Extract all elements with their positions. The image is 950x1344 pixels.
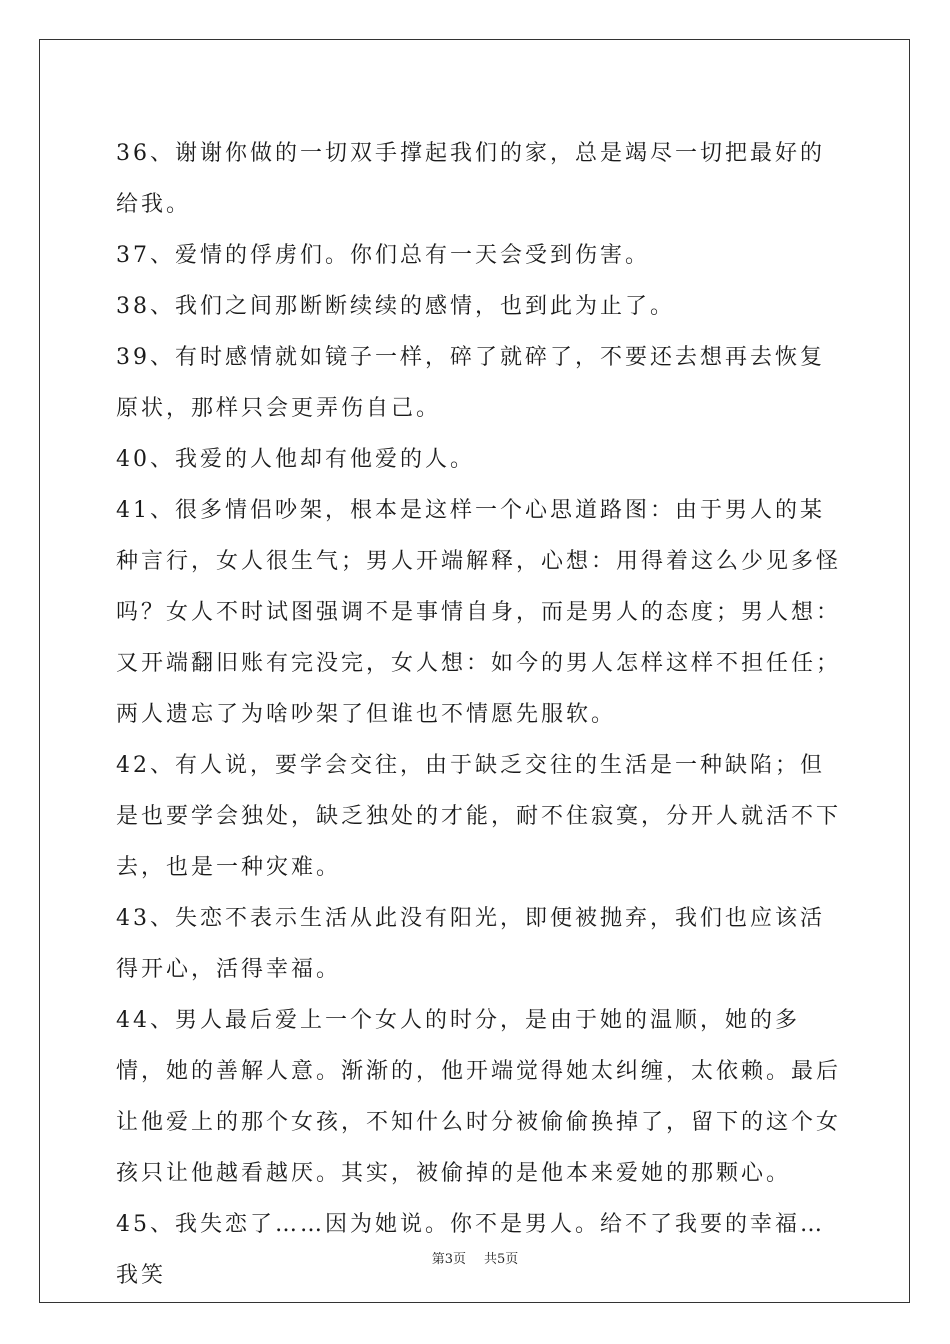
page-footer bbox=[0, 1248, 950, 1267]
paragraph-44: 44、男人最后爱上一个女人的时分，是由于她的温顺，她的多情，她的善解人意。渐渐的，他开端觉得她太纠缠，太依赖。最后让他爱上的那个女孩，不知什么时分被偷偷换掉了，留下的这个女孩只让他越看越厌。其实，被偷掉的是他本来爱她的那颗心。 bbox=[116, 1008, 842, 1186]
paragraph-37: 37、爱情的俘虏们。你们总有一天会受到伤害。 bbox=[116, 243, 650, 268]
paragraph-43: 43、失恋不表示生活从此没有阳光，即便被抛弃，我们也应该活得开心，活得幸福。 bbox=[116, 906, 825, 982]
paragraph-41: 41、很多情侣吵架，根本是这样一个心思道路图：由于男人的某种言行，女人很生气；男人开端解释，心想：用得着这么少见多怪吗？女人不时试图强调不是事情自身，而是男人的态度；男人想：又开端翻旧账有完没完，女人想：如今的男人怎样这样不担任任；两人遗忘了为啥吵架了但谁也不情愿先服软。 bbox=[116, 498, 842, 727]
paragraph-39: 39、有时感情就如镜子一样，碎了就碎了，不要还去想再去恢复原状，那样只会更弄伤自己。 bbox=[116, 345, 825, 421]
paragraph-45: 45、我失恋了……因为她说。你不是男人。给不了我要的幸福…我笑 bbox=[116, 1212, 825, 1288]
paragraph-38: 38、我们之间那断断续续的感情，也到此为止了。 bbox=[116, 294, 675, 319]
page-number: 第3页 bbox=[431, 1252, 466, 1267]
paragraph-36: 36、谢谢你做的一切双手撑起我们的家，总是竭尽一切把最好的给我。 bbox=[116, 141, 825, 217]
page-total: 共5页 bbox=[484, 1252, 519, 1267]
document-body bbox=[116, 128, 846, 1301]
paragraph-40: 40、我爱的人他却有他爱的人。 bbox=[116, 447, 475, 472]
paragraph-42: 42、有人说，要学会交往，由于缺乏交往的生活是一种缺陷；但是也要学会独处，缺乏独处的才能，耐不住寂寞，分开人就活不下去，也是一种灾难。 bbox=[116, 753, 842, 880]
